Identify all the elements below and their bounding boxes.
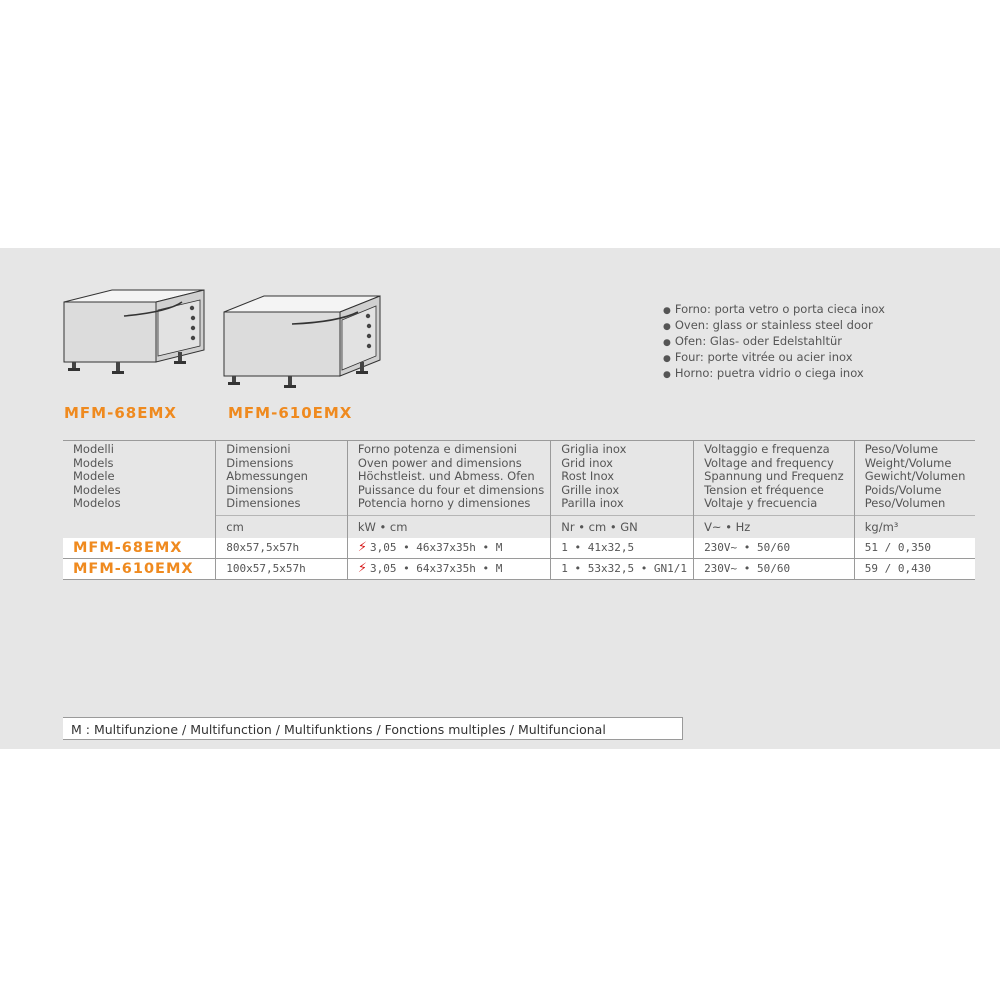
header-grid: Griglia inox Grid inox Rost Inox Grille inox Parilla inox xyxy=(551,441,694,516)
product-image-mfm-610emx xyxy=(220,292,385,392)
model-cell: MFM-68EMX xyxy=(63,538,216,559)
bullet-icon: ● xyxy=(663,338,671,348)
unit-cell xyxy=(63,516,216,539)
spec-table-header xyxy=(63,441,975,516)
product-sheet-panel xyxy=(0,248,1000,749)
grid-cell: 1 • 53x32,5 • GN1/1 xyxy=(551,559,694,580)
feature-item: ● Horno: puetra vidrio o ciega inox xyxy=(663,366,864,380)
bullet-icon: ● xyxy=(663,306,671,316)
legend-note: M : Multifunzione / Multifunction / Multifunktions / Fonctions multiples / Multifuncional xyxy=(63,717,683,740)
product-label-mfm-68emx: MFM-68EMX xyxy=(64,404,177,422)
spec-table xyxy=(63,440,975,580)
feature-item: ● Ofen: Glas- oder Edelstahltür xyxy=(663,334,842,348)
unit-cell: V~ • Hz xyxy=(694,516,855,539)
feature-item: ● Oven: glass or stainless steel door xyxy=(663,318,873,332)
grid-cell: 1 • 41x32,5 xyxy=(551,538,694,559)
unit-cell: kg/m³ xyxy=(854,516,975,539)
model-cell: MFM-610EMX xyxy=(63,559,216,580)
product-image-mfm-68emx xyxy=(50,288,215,388)
product-label-mfm-610emx: MFM-610EMX xyxy=(228,404,353,422)
feature-list xyxy=(663,302,885,382)
header-oven-power: Forno potenza e dimensioni Oven power and dimensions Höchstleist. und Abmess. Ofen Puissance du four et dimensions Potencia horno y dimensiones xyxy=(347,441,550,516)
bullet-icon: ● xyxy=(663,322,671,332)
unit-cell: kW • cm xyxy=(347,516,550,539)
unit-cell: cm xyxy=(216,516,348,539)
table-row xyxy=(63,559,975,580)
weight-cell: 51 / 0,350 xyxy=(854,538,975,559)
lightning-icon: ⚡ xyxy=(357,561,367,576)
weight-cell: 59 / 0,430 xyxy=(854,559,975,580)
header-voltage: Voltaggio e frequenza Voltage and frequency Spannung und Frequenz Tension et fréquence Voltaje y frecuencia xyxy=(694,441,855,516)
bullet-icon: ● xyxy=(663,354,671,364)
power-cell: ⚡ 3,05 • 64x37x35h • M xyxy=(347,559,550,580)
table-row xyxy=(63,538,975,559)
bullet-icon: ● xyxy=(663,370,671,380)
feature-item: ● Forno: porta vetro o porta cieca inox xyxy=(663,302,885,316)
spec-table-units xyxy=(63,516,975,539)
lightning-icon: ⚡ xyxy=(357,540,367,555)
unit-cell: Nr • cm • GN xyxy=(551,516,694,539)
header-models: Modelli Models Modele Modeles Modelos xyxy=(63,441,216,516)
power-cell: ⚡ 3,05 • 46x37x35h • M xyxy=(347,538,550,559)
dimensions-cell: 100x57,5x57h xyxy=(216,559,348,580)
feature-item: ● Four: porte vitrée ou acier inox xyxy=(663,350,853,364)
header-dimensions: Dimensioni Dimensions Abmessungen Dimensions Dimensiones xyxy=(216,441,348,516)
dimensions-cell: 80x57,5x57h xyxy=(216,538,348,559)
voltage-cell: 230V~ • 50/60 xyxy=(694,538,855,559)
header-weight: Peso/Volume Weight/Volume Gewicht/Volumen Poids/Volume Peso/Volumen xyxy=(854,441,975,516)
voltage-cell: 230V~ • 50/60 xyxy=(694,559,855,580)
